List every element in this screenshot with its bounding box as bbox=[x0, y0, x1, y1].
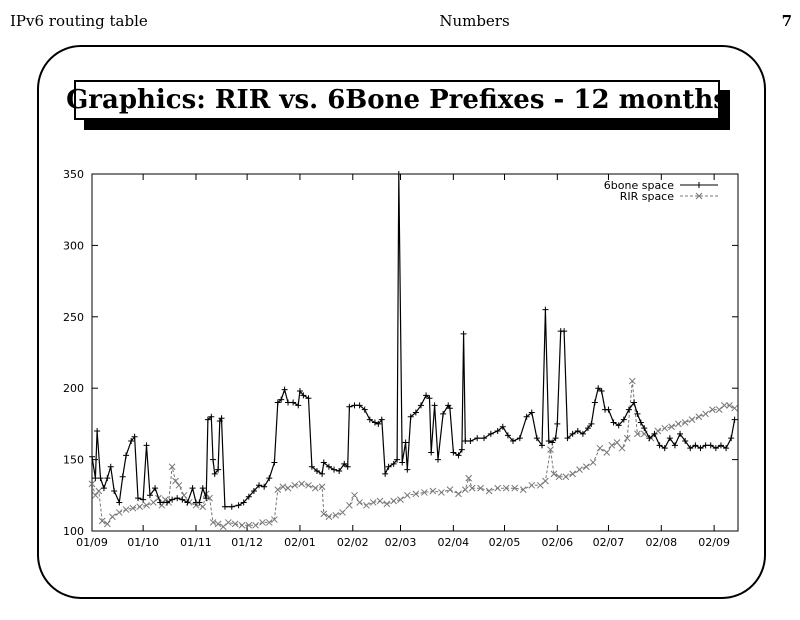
data-point-rir-space bbox=[340, 509, 346, 515]
data-point-6bone-space bbox=[101, 485, 107, 491]
x-tick-label: 02/04 bbox=[437, 536, 470, 549]
data-point-6bone-space bbox=[554, 421, 560, 427]
x-tick-label: 01/12 bbox=[231, 536, 263, 549]
data-point-6bone-space bbox=[229, 504, 235, 510]
data-point-rir-space bbox=[563, 474, 569, 480]
data-point-6bone-space bbox=[108, 464, 114, 470]
data-point-rir-space bbox=[404, 492, 410, 498]
data-point-6bone-space bbox=[282, 387, 288, 393]
data-point-6bone-space bbox=[428, 449, 434, 455]
data-point-6bone-space bbox=[190, 485, 196, 491]
y-tick-label: 350 bbox=[63, 168, 84, 181]
data-point-6bone-space bbox=[467, 438, 473, 444]
data-point-rir-space bbox=[253, 522, 259, 528]
data-point-6bone-space bbox=[488, 431, 494, 437]
data-point-rir-space bbox=[123, 507, 129, 513]
data-point-6bone-space bbox=[210, 457, 216, 463]
header-page-number: 7 bbox=[781, 12, 792, 30]
data-point-6bone-space bbox=[432, 402, 438, 408]
data-point-rir-space bbox=[689, 417, 695, 423]
x-tick-label: 01/09 bbox=[76, 536, 108, 549]
data-point-6bone-space bbox=[285, 399, 291, 405]
header-section-title: Numbers bbox=[439, 12, 510, 30]
data-point-6bone-space bbox=[179, 497, 185, 503]
data-point-6bone-space bbox=[351, 402, 357, 408]
data-point-6bone-space bbox=[474, 435, 480, 441]
data-point-6bone-space bbox=[692, 442, 698, 448]
data-point-6bone-space bbox=[546, 438, 552, 444]
data-point-rir-space bbox=[486, 488, 492, 494]
data-point-6bone-space bbox=[140, 497, 146, 503]
data-point-rir-space bbox=[696, 414, 702, 420]
data-point-6bone-space bbox=[404, 467, 410, 473]
data-point-6bone-space bbox=[144, 442, 150, 448]
legend-marker-6bone-space bbox=[696, 182, 702, 188]
data-point-6bone-space bbox=[713, 445, 719, 451]
data-point-6bone-space bbox=[319, 471, 325, 477]
data-point-rir-space bbox=[716, 407, 722, 413]
data-point-rir-space bbox=[604, 449, 610, 455]
data-point-6bone-space bbox=[135, 495, 141, 501]
data-point-6bone-space bbox=[271, 459, 277, 465]
data-point-6bone-space bbox=[386, 464, 392, 470]
data-point-rir-space bbox=[570, 471, 576, 477]
data-point-rir-space bbox=[495, 485, 501, 491]
y-tick-label: 100 bbox=[63, 525, 84, 538]
data-point-rir-space bbox=[346, 502, 352, 508]
data-point-6bone-space bbox=[542, 307, 548, 313]
data-point-rir-space bbox=[529, 482, 535, 488]
data-point-6bone-space bbox=[116, 499, 122, 505]
x-tick-label: 02/02 bbox=[336, 536, 369, 549]
data-point-6bone-space bbox=[561, 328, 567, 334]
data-point-rir-space bbox=[92, 492, 98, 498]
data-point-rir-space bbox=[597, 445, 603, 451]
data-point-6bone-space bbox=[641, 425, 647, 431]
data-point-rir-space bbox=[299, 481, 305, 487]
header-left-title: IPv6 routing table bbox=[10, 12, 148, 30]
data-point-6bone-space bbox=[461, 331, 467, 337]
data-point-6bone-space bbox=[435, 457, 441, 463]
x-tick-label: 02/06 bbox=[541, 536, 574, 549]
data-point-rir-space bbox=[590, 459, 596, 465]
data-point-6bone-space bbox=[89, 454, 95, 460]
data-point-rir-space bbox=[455, 491, 461, 497]
x-tick-label: 02/09 bbox=[698, 536, 730, 549]
data-point-rir-space bbox=[462, 487, 468, 493]
x-tick-label: 01/11 bbox=[180, 536, 212, 549]
data-point-rir-space bbox=[466, 475, 472, 481]
data-point-rir-space bbox=[363, 502, 369, 508]
data-point-6bone-space bbox=[718, 442, 724, 448]
series-line-6bone-space bbox=[92, 174, 735, 507]
y-tick-label: 200 bbox=[63, 382, 84, 396]
data-point-6bone-space bbox=[403, 439, 409, 445]
x-tick-label: 02/07 bbox=[592, 536, 625, 549]
data-point-6bone-space bbox=[592, 399, 598, 405]
data-point-6bone-space bbox=[305, 395, 311, 401]
x-tick-label: 02/01 bbox=[284, 536, 316, 549]
data-point-6bone-space bbox=[104, 475, 110, 481]
y-tick-label: 300 bbox=[63, 239, 84, 253]
data-point-6bone-space bbox=[605, 407, 611, 413]
data-point-rir-space bbox=[447, 487, 453, 493]
data-point-6bone-space bbox=[290, 399, 296, 405]
data-point-rir-space bbox=[391, 498, 397, 504]
data-point-6bone-space bbox=[372, 419, 378, 425]
data-point-6bone-space bbox=[662, 445, 668, 451]
data-point-rir-space bbox=[351, 492, 357, 498]
data-point-6bone-space bbox=[455, 452, 461, 458]
slide-title: Graphics: RIR vs. 6Bone Prefixes - 12 months bbox=[74, 80, 720, 120]
data-point-rir-space bbox=[721, 402, 727, 408]
y-tick-label: 250 bbox=[63, 310, 84, 324]
data-point-rir-space bbox=[675, 421, 681, 427]
data-point-rir-space bbox=[542, 478, 548, 484]
data-point-6bone-space bbox=[459, 447, 465, 453]
y-tick-label: 150 bbox=[63, 453, 84, 467]
data-point-rir-space bbox=[176, 482, 182, 488]
data-point-6bone-space bbox=[382, 471, 388, 477]
data-point-rir-space bbox=[619, 445, 625, 451]
data-point-rir-space bbox=[629, 378, 635, 384]
data-point-6bone-space bbox=[367, 417, 373, 423]
data-point-6bone-space bbox=[481, 435, 487, 441]
data-point-6bone-space bbox=[92, 475, 98, 481]
data-point-6bone-space bbox=[462, 438, 468, 444]
data-point-6bone-space bbox=[346, 404, 352, 410]
data-point-6bone-space bbox=[708, 442, 714, 448]
data-point-6bone-space bbox=[266, 475, 272, 481]
data-point-6bone-space bbox=[94, 428, 100, 434]
data-point-6bone-space bbox=[222, 504, 228, 510]
data-point-6bone-space bbox=[440, 411, 446, 417]
data-point-rir-space bbox=[200, 504, 206, 510]
data-point-rir-space bbox=[109, 514, 115, 520]
data-point-6bone-space bbox=[174, 495, 180, 501]
data-point-6bone-space bbox=[517, 435, 523, 441]
data-point-6bone-space bbox=[657, 442, 663, 448]
data-point-rir-space bbox=[583, 464, 589, 470]
data-point-rir-space bbox=[116, 509, 122, 515]
data-point-6bone-space bbox=[184, 499, 190, 505]
legend-label-6bone-space: 6bone space bbox=[603, 179, 674, 192]
data-point-6bone-space bbox=[698, 445, 704, 451]
x-tick-label: 02/08 bbox=[645, 536, 678, 549]
data-point-6bone-space bbox=[728, 435, 734, 441]
data-point-rir-space bbox=[150, 499, 156, 505]
data-point-rir-space bbox=[537, 482, 543, 488]
data-point-6bone-space bbox=[703, 442, 709, 448]
data-point-rir-space bbox=[703, 411, 709, 417]
data-point-6bone-space bbox=[200, 485, 206, 491]
plot-frame bbox=[92, 174, 738, 531]
data-point-6bone-space bbox=[399, 459, 405, 465]
data-point-6bone-space bbox=[732, 417, 738, 423]
data-point-6bone-space bbox=[123, 452, 129, 458]
data-point-rir-space bbox=[438, 489, 444, 495]
x-tick-label: 02/03 bbox=[384, 536, 417, 549]
data-point-6bone-space bbox=[120, 474, 126, 480]
data-point-rir-space bbox=[662, 425, 668, 431]
data-point-rir-space bbox=[357, 499, 363, 505]
data-point-6bone-space bbox=[261, 484, 267, 490]
data-point-rir-space bbox=[576, 467, 582, 473]
data-point-rir-space bbox=[137, 504, 143, 510]
data-point-6bone-space bbox=[236, 502, 242, 508]
data-point-6bone-space bbox=[98, 475, 104, 481]
data-point-rir-space bbox=[173, 478, 179, 484]
data-point-rir-space bbox=[96, 488, 102, 494]
data-point-6bone-space bbox=[723, 445, 729, 451]
data-point-6bone-space bbox=[295, 402, 301, 408]
data-point-6bone-space bbox=[331, 467, 337, 473]
data-point-rir-space bbox=[377, 498, 383, 504]
x-tick-label: 02/05 bbox=[488, 536, 521, 549]
data-point-rir-space bbox=[239, 522, 245, 528]
data-point-6bone-space bbox=[611, 419, 617, 425]
data-point-6bone-space bbox=[111, 488, 117, 494]
x-tick-label: 01/10 bbox=[127, 536, 159, 549]
data-point-rir-space bbox=[655, 428, 661, 434]
series-line-rir-space bbox=[92, 381, 735, 527]
data-point-6bone-space bbox=[638, 419, 644, 425]
data-point-rir-space bbox=[384, 501, 390, 507]
data-point-6bone-space bbox=[450, 449, 456, 455]
legend-label-rir-space: RIR space bbox=[619, 190, 674, 203]
data-point-rir-space bbox=[285, 485, 291, 491]
data-point-rir-space bbox=[210, 519, 216, 525]
data-point-6bone-space bbox=[575, 428, 581, 434]
